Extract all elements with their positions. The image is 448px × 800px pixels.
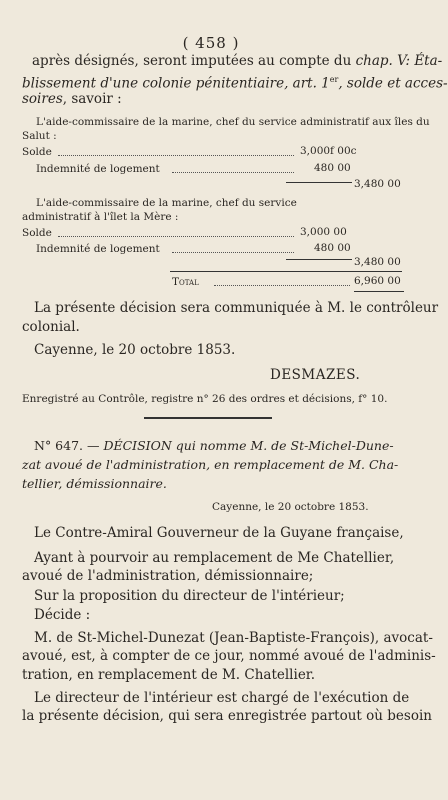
intro-line-1 (32, 52, 442, 70)
decision647-para-ayant-2: avoué de l'administration, démissionnaire; (22, 568, 314, 584)
registration-line: Enregistré au Contrôle, registre n° 26 des ordres et décisions, f° 10. (22, 393, 388, 405)
intro-line-2-b: , solde et acces- (338, 75, 448, 92)
block1-subtotal: 3,480 00 (354, 178, 401, 190)
block2-solde-leader (58, 236, 294, 237)
decision647-para-director-2: la présente décision, qui sera enregistrée partout où besoin (22, 708, 432, 724)
intro-line-1-b: chap. V: Éta- (355, 53, 443, 69)
decision647-para-appoint-1: M. de St-Michel-Dunezat (Jean-Baptiste-François), avocat- (34, 630, 433, 646)
intro-sup: er (329, 75, 339, 84)
decision647-para-appoint-3: tration, en remplacement de M. Chatellier. (22, 667, 316, 683)
block2-indemnite-leader (172, 252, 294, 253)
decision647-date: Cayenne, le 20 octobre 1853. (212, 501, 369, 513)
block1-indemnite-leader (172, 172, 294, 173)
decision647-title: DÉCISION qui nomme M. de St-Michel-Dune- (103, 438, 394, 453)
intro-line-2-a: blissement d'une colonie pénitentiaire, art. 1 (22, 75, 330, 92)
block2-solde-label: Solde (22, 227, 52, 239)
decision647-para-ayant-1: Ayant à pourvoir au remplacement de Me Chatellier, (34, 550, 395, 566)
decision647-title-line-2: zat avoué de l'administration, en remplacement de M. Cha- (22, 457, 399, 472)
block1-heading-2: Salut : (22, 130, 57, 142)
total-bottom-rule (354, 291, 404, 292)
block2-subtotal: 3,480 00 (354, 256, 401, 268)
intro-line-1-a: après désignés, seront imputées au compte du (32, 53, 356, 69)
total-top-rule (170, 271, 402, 272)
total-leader (214, 285, 350, 286)
block1-indemnite-label: Indemnité de logement (36, 163, 160, 175)
block2-indemnite-amount: 480 00 (314, 242, 351, 254)
block1-solde-amount: 3,000f 00c (300, 145, 357, 157)
block2-indemnite-label: Indemnité de logement (36, 243, 160, 255)
section-divider (144, 417, 272, 419)
block1-solde-leader (58, 155, 294, 156)
block1-solde-label: Solde (22, 146, 52, 158)
decision647-title-line-1 (34, 437, 394, 454)
page-number: ( 458 ) (182, 34, 240, 52)
intro-line-3-a: soires (22, 91, 63, 107)
block1-indemnite-amount: 480 00 (314, 162, 351, 174)
block1-subtotal-rule (286, 182, 352, 183)
decision647-para-appoint-2: avoué, est, à compter de ce jour, nommé avoué de l'adminis- (22, 648, 436, 664)
decision647-para-governor: Le Contre-Amiral Gouverneur de la Guyane française, (34, 525, 404, 541)
total-label: Total (172, 276, 199, 288)
decision647-para-director-1: Le directeur de l'intérieur est chargé de l'exécution de (34, 690, 410, 706)
total-amount: 6,960 00 (354, 275, 401, 287)
intro-line-3 (22, 90, 122, 108)
decision647-title-line-3: tellier, démissionnaire. (22, 476, 167, 491)
block2-subtotal-rule (286, 259, 352, 260)
block1-heading-1: L'aide-commissaire de la marine, chef du service administratif aux îles du (36, 116, 430, 128)
date-line: Cayenne, le 20 octobre 1853. (34, 342, 236, 358)
block2-heading-2: administratif à l'îlet la Mère : (22, 211, 179, 223)
decision647-number: N° 647. — (34, 438, 104, 453)
block2-solde-amount: 3,000 00 (300, 226, 347, 238)
decision647-decide: Décide : (34, 607, 91, 623)
block2-heading-1: L'aide-commissaire de la marine, chef du service (36, 197, 297, 209)
intro-line-3-b: , savoir : (62, 91, 122, 107)
decision-text-line-2: colonial. (22, 319, 80, 335)
decision-text-line-1: La présente décision sera communiquée à M. le contrôleur (34, 300, 439, 316)
decision647-para-proposition: Sur la proposition du directeur de l'intérieur; (34, 588, 345, 604)
signature: DESMAZES. (270, 367, 361, 383)
